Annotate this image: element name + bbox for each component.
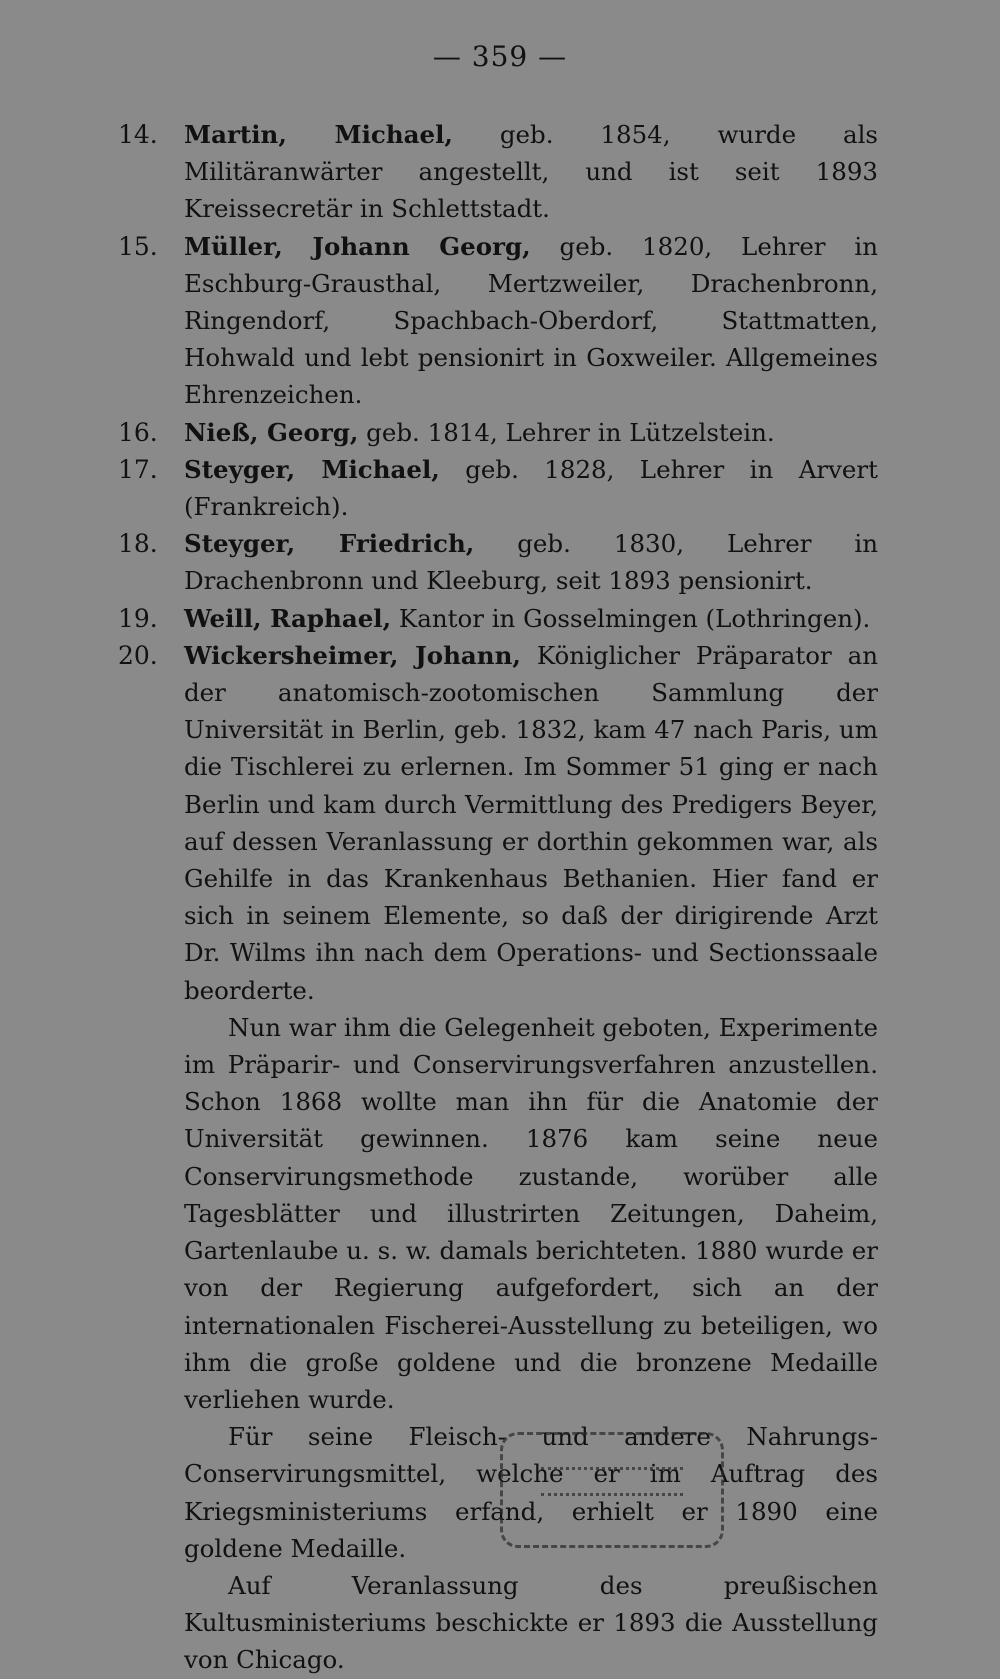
entry-body xyxy=(184,525,878,599)
entry-name: Steyger, Friedrich, xyxy=(184,529,475,559)
entry-name: Müller, Johann Georg, xyxy=(184,231,531,261)
entry-number: 19. xyxy=(118,603,158,633)
list-item xyxy=(118,451,878,525)
entry-text: geb. 1814, Lehrer in Lützelstein. xyxy=(358,417,775,447)
entry-body xyxy=(184,600,878,637)
page-number: — 359 — xyxy=(432,40,568,73)
list-item xyxy=(118,116,878,228)
entry-number: 14. xyxy=(118,120,158,149)
paragraph: Für seine Fleisch- und andere Nahrungs-Conservirungsmittel, welche er im Auftrag des Kriegsministeriums erfand, erhielt er 1890 eine goldene Medaille. xyxy=(184,1422,878,1563)
entry-name: Nieß, Georg, xyxy=(184,417,359,447)
entry-body xyxy=(184,228,878,414)
entry-number: 16. xyxy=(118,417,158,447)
entry-name: Weill, Raphael, xyxy=(184,603,392,633)
library-stamp xyxy=(500,1432,724,1548)
entry-number: 15. xyxy=(118,231,158,261)
entry-number: 20. xyxy=(118,640,158,670)
list-item xyxy=(118,600,878,637)
entry-text: geb. 1828, Lehrer in Arvert (Frankreich). xyxy=(184,454,878,522)
entry-name: Steyger, Michael, xyxy=(184,454,440,484)
entry-text: Kantor in Gosselmingen (Lothringen). xyxy=(391,603,871,633)
entry-number: 17. xyxy=(118,454,158,484)
entry-text: geb. 1830, Lehrer in Drachenbronn und Kleeburg, seit 1893 pensionirt. xyxy=(184,529,878,596)
entry-text: Königlicher Präparator an der anatomisch-zootomischen Sammlung der Universität in Berlin, geb. 1832, kam 47 nach Paris, um die Tischlerei zu erlernen. Im Sommer 51 ging er nach Berlin und kam durch Vermittlung des Predigers Beyer, auf dessen Veranlassung er dorthin gekommen war, als Gehilfe in das Krankenhaus Bethanien. Hier fand er sich in seinem Elemente, so daß der dirigirende Arzt Dr. Wilms ihn nach dem Operations- und Sectionssaale beorderte. xyxy=(184,640,878,1005)
entry-number: 18. xyxy=(118,529,158,559)
entry-name: Martin, Michael, xyxy=(184,120,453,149)
entry-list xyxy=(118,116,878,1679)
list-item xyxy=(118,228,878,414)
entry-body xyxy=(184,451,878,525)
entry-body xyxy=(184,637,878,1009)
paragraph: Nun war ihm die Gelegenheit geboten, Experimente im Präparir- und Conservirungsverfahren anzustellen. Schon 1868 wollte man ihn für die Anatomie der Universität gewinnen. 1876 kam seine neue Conservirungsmethode zustande, worüber alle Tagesblätter und illustrirten Zeitungen, Daheim, Gartenlaube u. s. w. damals berichteten. 1880 wurde er von der Regierung aufgefordert, sich an der internationalen Fischerei-Ausstellung zu beteiligen, wo ihm die große goldene und die bronzene Medaille verliehen wurde. xyxy=(184,1012,879,1414)
entry-text: geb. 1854, wurde als Militäranwärter angestellt, und ist seit 1893 Kreissecretär in Schlettstadt. xyxy=(184,120,878,224)
list-item xyxy=(118,525,878,599)
list-item xyxy=(118,414,878,451)
entry-text: geb. 1820, Lehrer in Eschburg-Grausthal, Mertzweiler, Drachenbronn, Ringendorf, Spachbach-Oberdorf, Stattmatten, Hohwald und lebt pensionirt in Goxweiler. Allgemeines Ehrenzeichen. xyxy=(184,231,879,410)
paragraph: Auf Veranlassung des preußischen Kultusministeriums beschickte er 1893 die Ausstellung von Chicago. xyxy=(184,1570,878,1675)
list-item xyxy=(118,637,878,1009)
entry-name: Wickersheimer, Johann, xyxy=(184,640,521,670)
entry-body xyxy=(184,414,878,451)
entry-body xyxy=(184,116,878,228)
